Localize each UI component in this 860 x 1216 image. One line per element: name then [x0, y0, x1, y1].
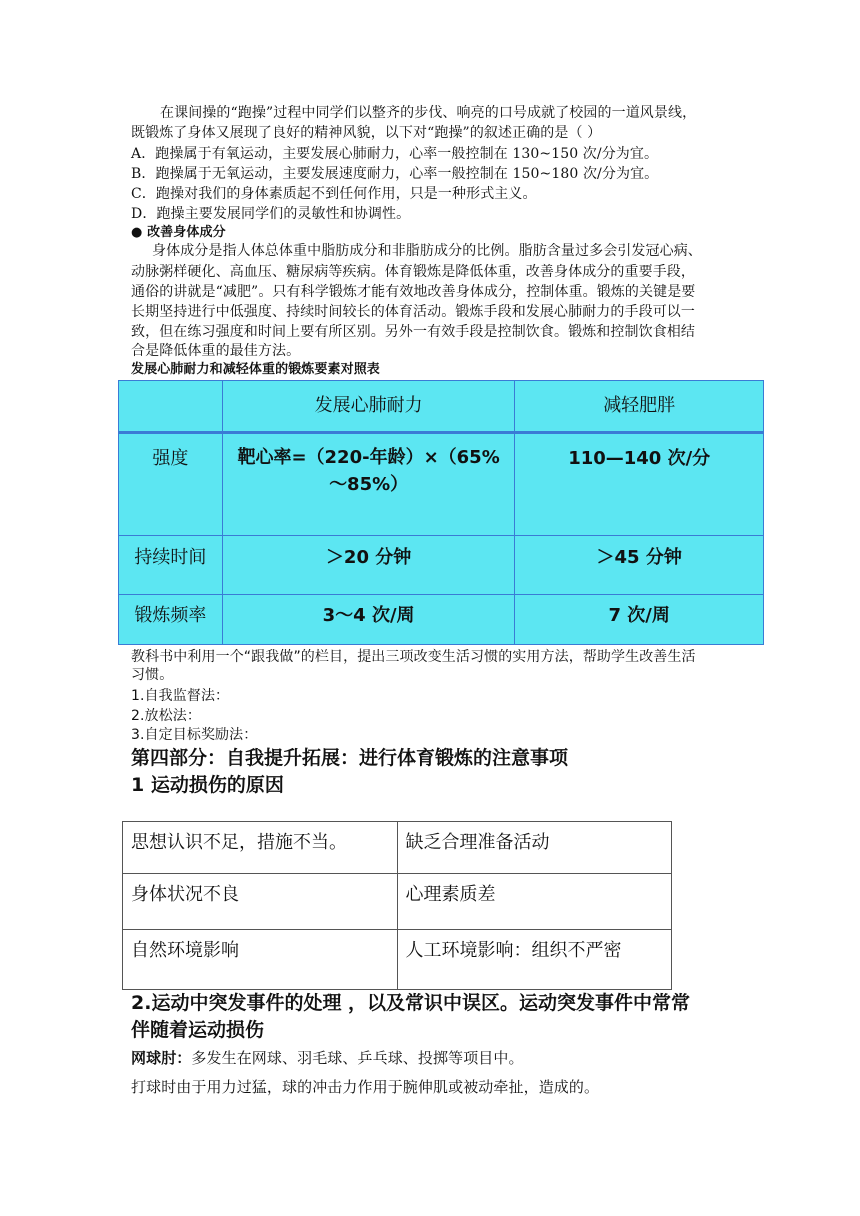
list-item: 2.放松法： [131, 708, 201, 724]
after-table-line1: 教科书中利用一个“跟我做”的栏目，提出三项改变生活习惯的实用方法，帮助学生改善生活 [131, 649, 696, 665]
option-a: A．跑操属于有氧运动，主要发展心肺耐力，心率一般控制在 130~150 次/分为宜。 [131, 146, 659, 162]
term-label: 网球肘： [131, 1049, 192, 1067]
table-row [123, 822, 672, 874]
table-cell: 自然环境影响 [123, 930, 398, 990]
question-stem-line1: 在课间操的“跑操”过程中同学们以整齐的步伐、响亮的口号成就了校园的一道风景线， [160, 105, 697, 121]
table-cell: 7 次/周 [515, 595, 764, 645]
table-cell: 心理素质差 [397, 874, 672, 930]
table1-caption: 发展心肺耐力和减轻体重的锻炼要素对照表 [131, 362, 380, 377]
exercise-comparison-table [118, 380, 764, 645]
part4-title: 第四部分：自我提升拓展：进行体育锻炼的注意事项 [131, 747, 569, 769]
paragraph-line-6: 合是降低体重的最佳方法。 [131, 343, 301, 359]
table-cell: ＞20 分钟 [222, 536, 515, 595]
paragraph-line-1: 身体成分是指人体总体重中脂肪成分和非脂肪成分的比例。脂肪含量过多会引发冠心病、 [152, 243, 702, 259]
injury-causes-table [122, 821, 672, 990]
section2-title-line1: 2.运动中突发事件的处理 ，以及常识中误区。运动突发事件中常常 [131, 992, 691, 1014]
table-row [119, 595, 764, 645]
table-row [123, 930, 672, 990]
table-cell: 110—140 次/分 [515, 433, 764, 536]
table-row-label: 锻炼频率 [119, 595, 223, 645]
paragraph-line-4: 长期坚持进行中低强度、持续时间较长的体育活动。锻炼手段和发展心肺耐力的手段可以一 [131, 304, 695, 320]
table-cell: 身体状况不良 [123, 874, 398, 930]
section-heading-body-composition: ● 改善身体成分 [131, 225, 226, 240]
cause-line: 打球时由于用力过猛，球的冲击力作用于腕伸肌或被动牵扯，造成的。 [131, 1078, 600, 1096]
option-b: B．跑操属于无氧运动，主要发展速度耐力，心率一般控制在 150~180 次/分为宜。 [131, 166, 659, 182]
paragraph-line-5: 致，但在练习强度和时间上要有所区别。另外一有效手段是控制饮食。锻炼和控制饮食相结 [131, 324, 695, 340]
option-c: C．跑操对我们的身体素质起不到任何作用，只是一种形式主义。 [131, 186, 537, 202]
table-cell: 人工环境影响：组织不严密 [397, 930, 672, 990]
table-row-label: 持续时间 [119, 536, 223, 595]
table-header-cell: 发展心肺耐力 [222, 381, 515, 433]
list-item: 1.自我监督法： [131, 688, 230, 704]
table-header-row [119, 381, 764, 433]
table-cell: ＞45 分钟 [515, 536, 764, 595]
table-row [119, 536, 764, 595]
table-row [119, 433, 764, 536]
after-table-line2: 习惯。 [131, 667, 174, 683]
table-row [123, 874, 672, 930]
term-line [131, 1049, 524, 1068]
part4-subtitle: 1 运动损伤的原因 [131, 774, 284, 796]
table-header-cell-empty [119, 381, 223, 433]
section2-title-line2: 伴随着运动损伤 [131, 1019, 265, 1041]
table-header-cell: 减轻肥胖 [515, 381, 764, 433]
table-cell: 靶心率=（220-年龄）×（65%～85%） [222, 433, 515, 536]
table-cell: 思想认识不足，措施不当。 [123, 822, 398, 874]
table-row-label: 强度 [119, 433, 223, 536]
list-item: 3.自定目标奖励法： [131, 727, 258, 743]
option-d: D．跑操主要发展同学们的灵敏性和协调性。 [131, 206, 411, 222]
question-stem-line2: 既锻炼了身体又展现了良好的精神风貌，以下对“跑操”的叙述正确的是（ ） [131, 125, 602, 141]
table-cell: 缺乏合理准备活动 [397, 822, 672, 874]
table-cell: 3～4 次/周 [222, 595, 515, 645]
term-description: 多发生在网球、羽毛球、乒乓球、投掷等项目中。 [191, 1049, 524, 1067]
paragraph-line-3: 通俗的讲就是“减肥”。只有科学锻炼才能有效地改善身体成分，控制体重。锻炼的关键是要 [131, 284, 696, 300]
paragraph-line-2: 动脉粥样硬化、高血压、糖尿病等疾病。体育锻炼是降低体重，改善身体成分的重要手段， [131, 264, 695, 280]
